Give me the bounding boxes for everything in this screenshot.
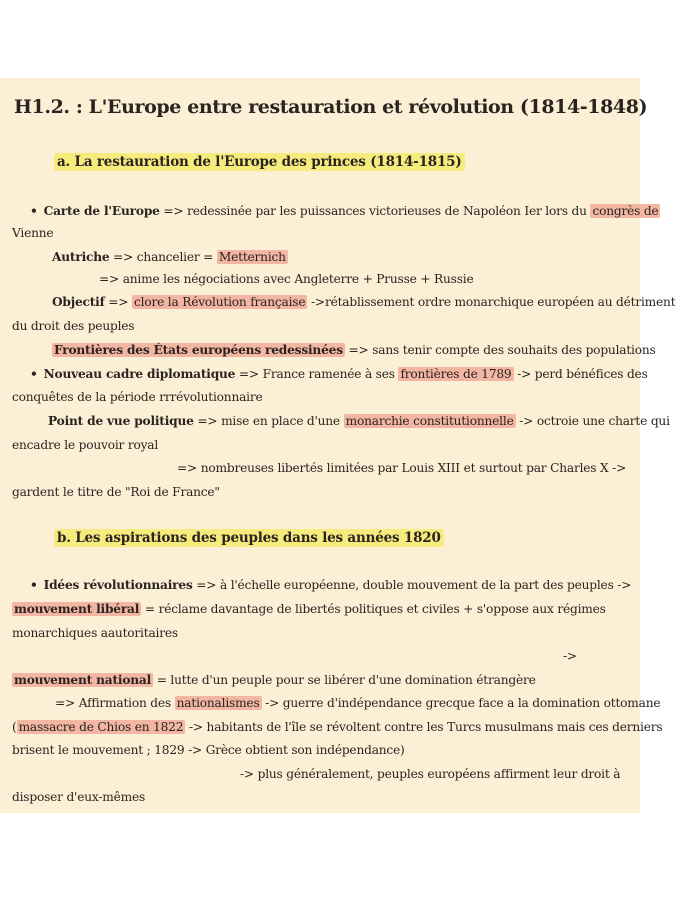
- note-line-12: => nombreuses libertés limitées par Louis XIII et surtout par Charles X ->: [177, 461, 627, 475]
- note-text: (: [12, 720, 17, 734]
- keyword: Objectif: [52, 295, 105, 309]
- highlight: frontières de 1789: [400, 367, 512, 381]
- note-line-22: -> plus généralement, peuples européens affirment leur droit à: [240, 767, 621, 781]
- highlight: monarchie constitutionnelle: [345, 414, 514, 428]
- highlight: mouvement libéral: [14, 602, 140, 616]
- note-text: => à l'échelle européenne, double mouvement de la part des peuples ->: [192, 578, 632, 592]
- note-line-23: disposer d'eux-mêmes: [12, 790, 146, 804]
- highlight: Metternich: [218, 250, 286, 264]
- keyword: Idées révolutionnaires: [43, 578, 193, 592]
- section-a-heading: [54, 154, 465, 170]
- section-b-heading: [54, 530, 444, 546]
- keyword: Carte de l'Europe: [43, 204, 160, 218]
- note-line-8: [30, 366, 648, 382]
- note-line-16: monarchiques aautoritaires: [12, 626, 178, 640]
- note-line-19: [55, 695, 660, 711]
- note-text: =>: [104, 295, 132, 309]
- keyword: Point de vue politique: [48, 414, 194, 428]
- bullet-icon: •: [30, 367, 38, 381]
- note-text: => France ramenée à ses: [235, 367, 399, 381]
- note-text: => mise en place d'une: [193, 414, 344, 428]
- note-line-14: [30, 577, 631, 593]
- highlight: clore la Révolution française: [134, 295, 306, 309]
- keyword: Nouveau cadre diplomatique: [43, 367, 236, 381]
- note-text: ->rétablissement ordre monarchique européen au détriment: [307, 295, 675, 309]
- note-text: => redessinée par les puissances victorieuses de Napoléon Ier lors du: [159, 204, 591, 218]
- note-text: => chancelier =: [109, 250, 217, 264]
- note-line-1: [30, 203, 660, 219]
- note-line-15: [12, 601, 606, 617]
- note-text: = réclame davantage de libertés politiques et civiles + s'oppose aux régimes: [141, 602, 606, 616]
- highlight: mouvement national: [14, 673, 152, 687]
- keyword: Frontières des États européens redessinées: [54, 343, 343, 357]
- note-line-13: gardent le titre de "Roi de France": [12, 485, 220, 499]
- page-title: H1.2. : L'Europe entre restauration et révolution (1814-1848): [14, 96, 648, 118]
- note-line-4: => anime les négociations avec Angleterre + Prusse + Russie: [99, 272, 474, 286]
- highlight: congrès de: [592, 204, 659, 218]
- note-line-18: [12, 672, 536, 688]
- note-line-21: brisent le mouvement ; 1829 -> Grèce obtient son indépendance): [12, 743, 405, 757]
- note-line-3: [52, 249, 288, 265]
- note-text: -> habitants de l'île se révoltent contre les Turcs musulmans mais ces derniers: [185, 720, 663, 734]
- note-line-2: Vienne: [12, 226, 54, 240]
- highlight: massacre de Chios en 1822: [18, 720, 184, 734]
- note-text: => Affirmation des: [55, 696, 175, 710]
- note-line-9: conquêtes de la période rrrévolutionnaire: [12, 390, 263, 404]
- keyword: Autriche: [52, 250, 110, 264]
- note-line-10: [48, 413, 670, 429]
- section-b-label: b. Les aspirations des peuples dans les années 1820: [54, 529, 444, 547]
- highlight: nationalismes: [176, 696, 260, 710]
- note-line-11: encadre le pouvoir royal: [12, 438, 159, 452]
- note-line-5: [52, 294, 675, 310]
- bullet-icon: •: [30, 578, 38, 592]
- section-a-label: a. La restauration de l'Europe des princes (1814-1815): [54, 153, 465, 171]
- note-text: -> octroie une charte qui: [515, 414, 670, 428]
- arrow-text: ->: [563, 649, 577, 663]
- note-line-7: [52, 342, 656, 358]
- note-text: = lutte d'un peuple pour se libérer d'une domination étrangère: [153, 673, 536, 687]
- note-line-6: du droit des peuples: [12, 319, 135, 333]
- note-line-20: [12, 719, 662, 735]
- note-text: => sans tenir compte des souhaits des populations: [344, 343, 656, 357]
- bullet-icon: •: [30, 204, 38, 218]
- note-text: -> perd bénéfices des: [513, 367, 648, 381]
- note-text: -> guerre d'indépendance grecque face a la domination ottomane: [261, 696, 661, 710]
